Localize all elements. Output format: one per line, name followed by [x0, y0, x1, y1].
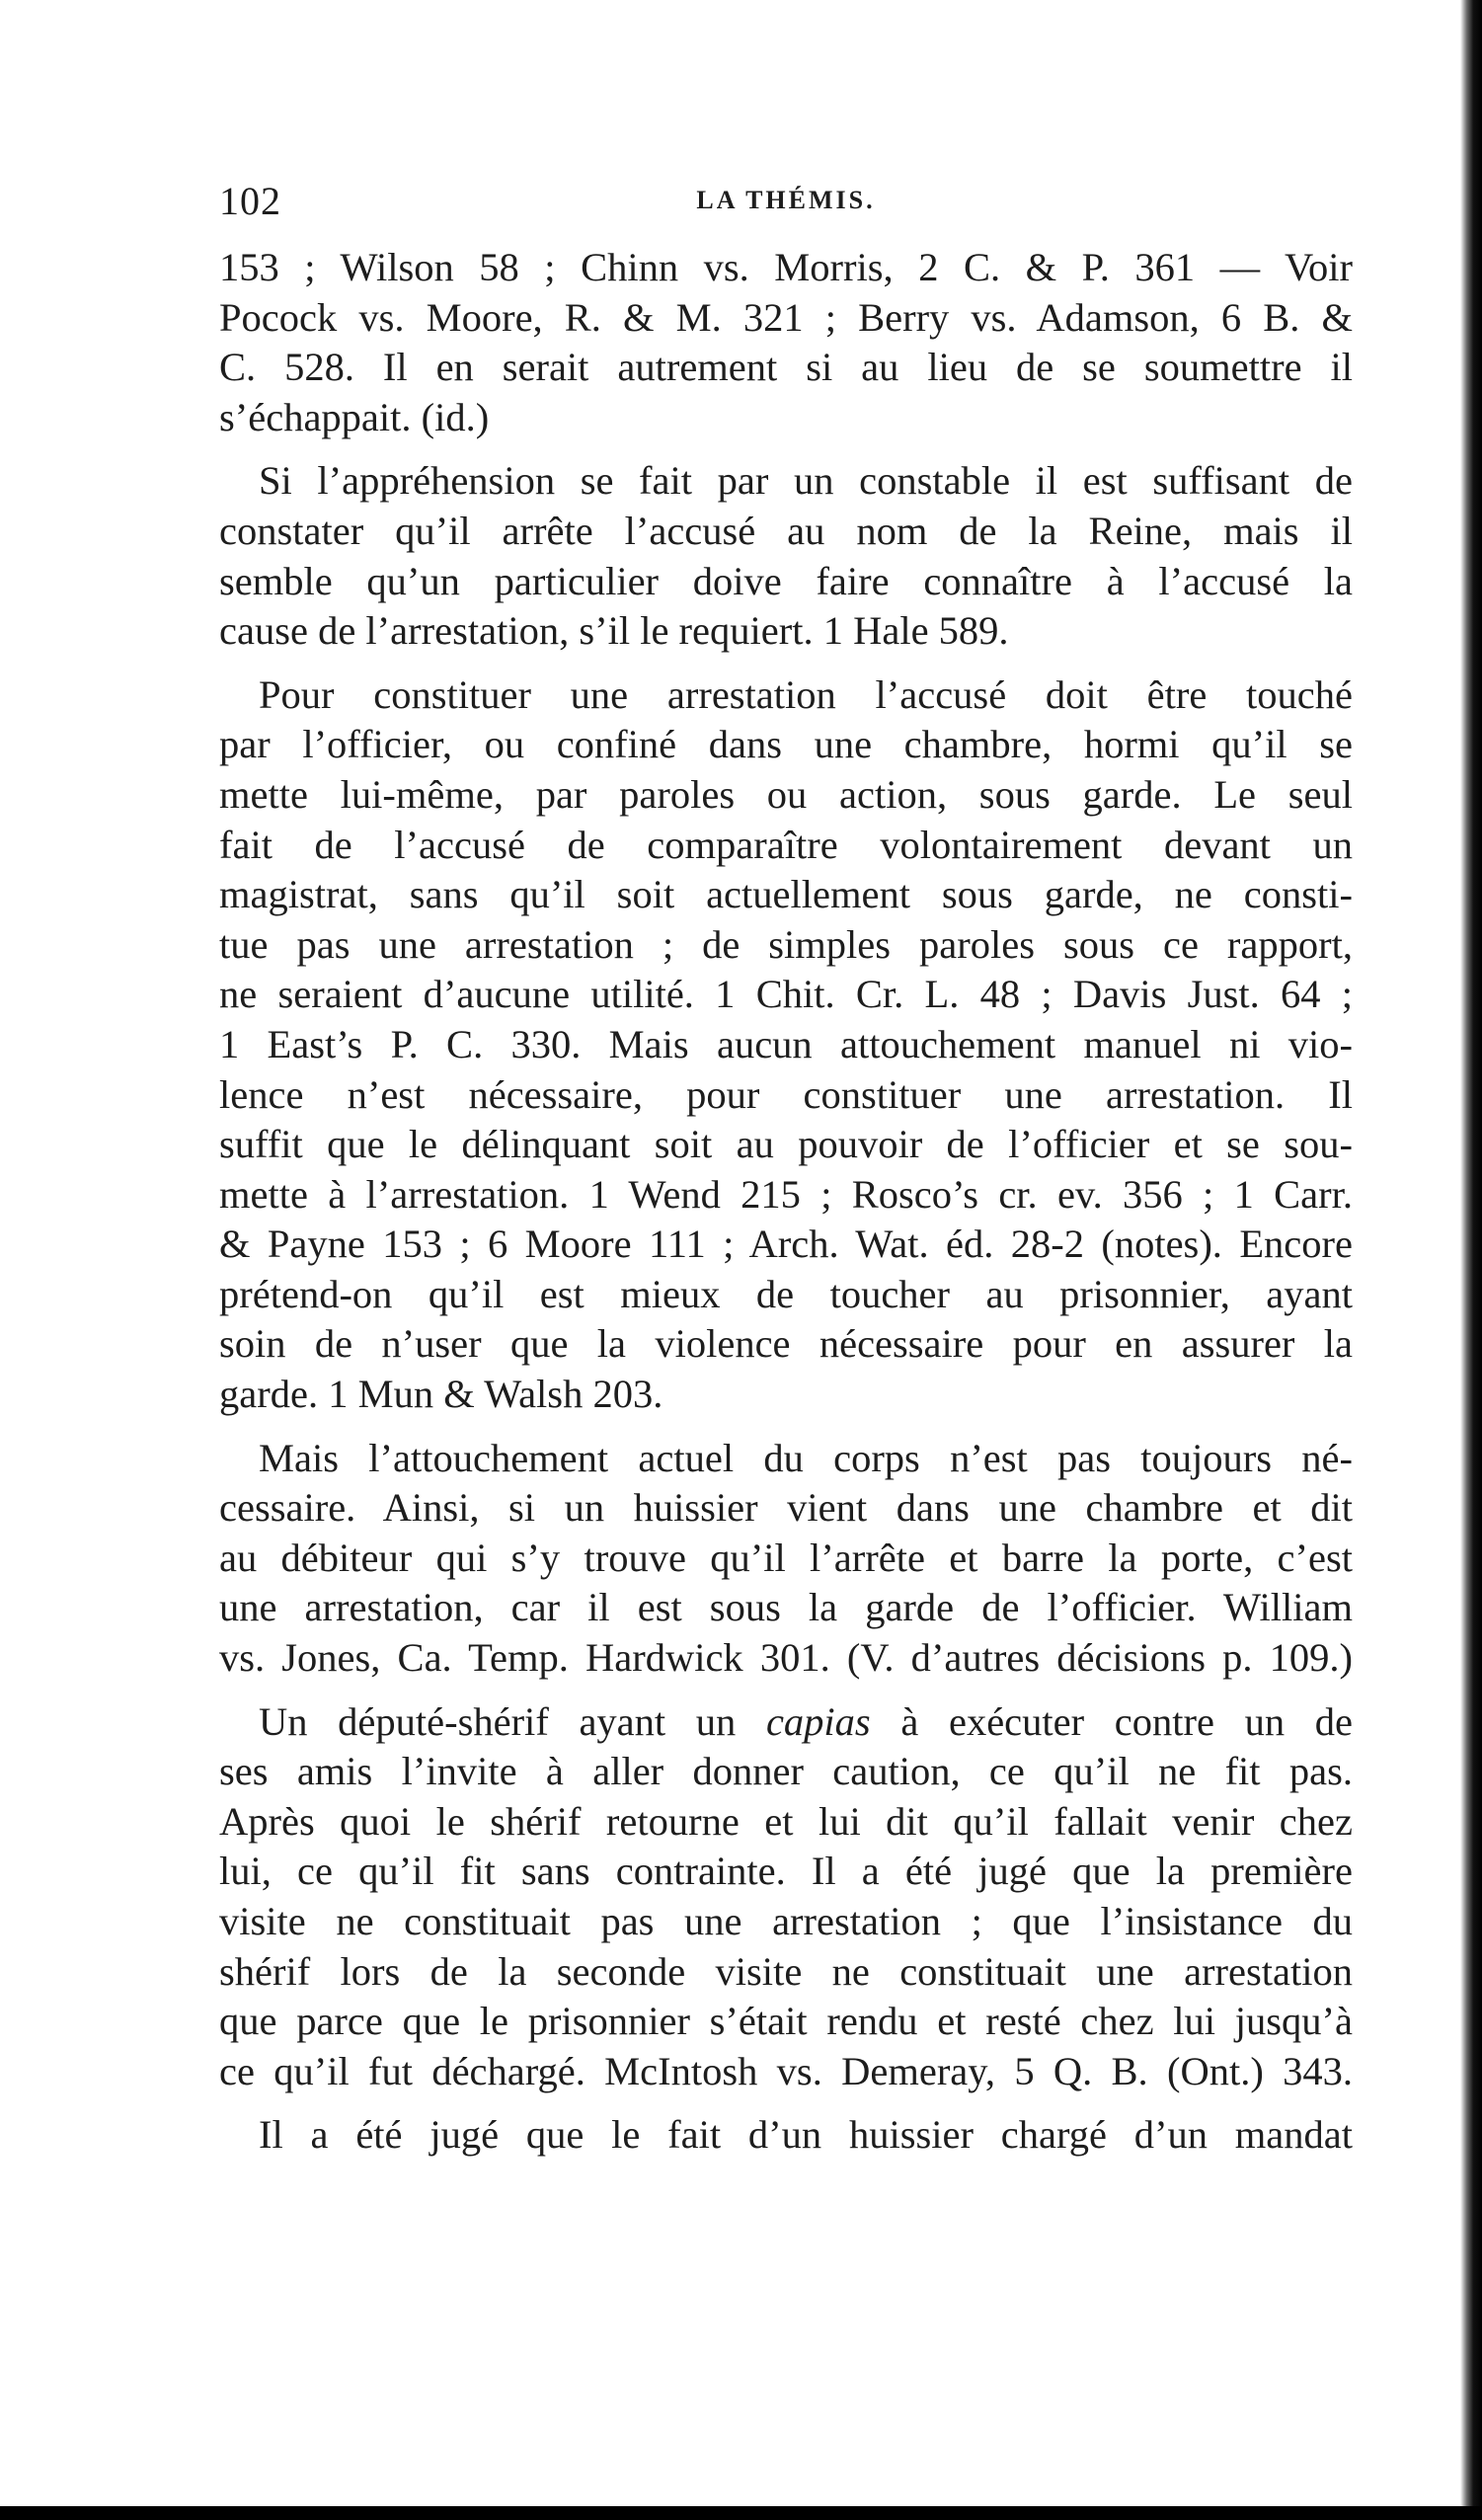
text-line: Pour constituer une arrestation l’accusé doit être touché	[259, 671, 1353, 717]
text-line: garde. 1 Mun & Walsh 203.	[219, 1372, 663, 1417]
text-line: Mais l’attouchement actuel du corps n’est pas toujours né-	[259, 1435, 1353, 1480]
paragraph-1	[219, 243, 1353, 442]
italic-term: capias	[765, 1698, 871, 1744]
paragraph-2	[219, 456, 1353, 656]
text-line: cause de l’arrestation, s’il le requiert. 1 Hale 589.	[219, 608, 1009, 654]
text-line: magistrat, sans qu’il soit actuellement sous garde, ne consti-	[219, 872, 1353, 917]
text-line: Après quoi le shérif retourne et lui dit qu’il fallait venir chez	[219, 1798, 1353, 1844]
text-line: ne seraient d’aucune utilité. 1 Chit. Cr. L. 48 ; Davis Just. 64 ;	[219, 972, 1353, 1017]
text-line: Il a été jugé que le fait d’un huissier chargé d’un mandat	[259, 2112, 1353, 2158]
paragraph-5	[219, 1697, 1353, 2097]
text-line: lence n’est nécessaire, pour constituer une arrestation. Il	[219, 1071, 1353, 1117]
page-edge-shadow	[1460, 0, 1482, 2520]
text-line: ce qu’il fut déchargé. McIntosh vs. Demeray, 5 Q. B. (Ont.) 343.	[219, 2048, 1353, 2093]
page-header	[219, 178, 1353, 237]
text-line: au débiteur qui s’y trouve qu’il l’arrête et barre la porte, c’est	[219, 1535, 1353, 1580]
text-line: mette à l’arrestation. 1 Wend 215 ; Rosco’s cr. ev. 356 ; 1 Carr.	[219, 1171, 1353, 1217]
text-line: ses amis l’invite à aller donner caution, ce qu’il ne fit pas.	[219, 1749, 1353, 1794]
text-line: que parce que le prisonnier s’était rendu et resté chez lui jusqu’à	[219, 1999, 1353, 2044]
text-line: fait de l’accusé de comparaître volontairement devant un	[219, 822, 1353, 867]
text-line: 1 East’s P. C. 330. Mais aucun attouchement manuel ni vio-	[219, 1021, 1353, 1066]
text-segment: Un député-shérif ayant un	[259, 1698, 766, 1744]
paragraph-3	[219, 670, 1353, 1420]
paragraph-6	[219, 2110, 1353, 2161]
text-line: tue pas une arrestation ; de simples paroles sous ce rapport,	[219, 921, 1353, 967]
text-line: 153 ; Wilson 58 ; Chinn vs. Morris, 2 C. & P. 361 — Voir	[219, 245, 1353, 289]
text-line: suffit que le délinquant soit au pouvoir de l’officier et se sou-	[219, 1122, 1353, 1167]
text-line: s’échappait. (id.)	[219, 394, 490, 439]
text-line: une arrestation, car il est sous la garde de l’officier. William	[219, 1585, 1353, 1630]
paragraph-4	[219, 1434, 1353, 1684]
text-line: lui, ce qu’il fit sans contrainte. Il a été jugé que la première	[219, 1849, 1353, 1894]
text-line: shérif lors de la seconde visite ne constituait une arrestation	[219, 1948, 1353, 1994]
page-number: 102	[219, 179, 281, 223]
text-line	[219, 1697, 1353, 1748]
text-line: par l’officier, ou confiné dans une chambre, hormi qu’il se	[219, 722, 1353, 767]
text-segment: à exécuter contre un de	[870, 1698, 1353, 1744]
running-title: LA THÉMIS.	[696, 186, 876, 214]
page-bottom-border	[0, 2506, 1482, 2520]
text-line: & Payne 153 ; 6 Moore 111 ; Arch. Wat. éd. 28-2 (notes). Encore	[219, 1221, 1353, 1267]
text-line: prétend-on qu’il est mieux de toucher au prisonnier, ayant	[219, 1271, 1353, 1316]
text-line: soin de n’user que la violence nécessaire pour en assurer la	[219, 1321, 1353, 1367]
text-line: Si l’appréhension se fait par un constable il est suffisant de	[259, 458, 1353, 504]
page-content	[219, 178, 1353, 2174]
text-line: C. 528. Il en serait autrement si au lieu de se soumettre il	[219, 345, 1353, 390]
text-line: constater qu’il arrête l’accusé au nom de la Reine, mais il	[219, 508, 1353, 553]
text-line: visite ne constituait pas une arrestation ; que l’insistance du	[219, 1899, 1353, 1943]
text-line: vs. Jones, Ca. Temp. Hardwick 301. (V. d’autres décisions p. 109.)	[219, 1635, 1353, 1681]
text-line: Pocock vs. Moore, R. & M. 321 ; Berry vs. Adamson, 6 B. &	[219, 294, 1353, 340]
text-line: mette lui-même, par paroles ou action, sous garde. Le seul	[219, 771, 1353, 817]
text-line: semble qu’un particulier doive faire connaître à l’accusé la	[219, 558, 1353, 603]
text-line: cessaire. Ainsi, si un huissier vient dans une chambre et dit	[219, 1485, 1353, 1531]
